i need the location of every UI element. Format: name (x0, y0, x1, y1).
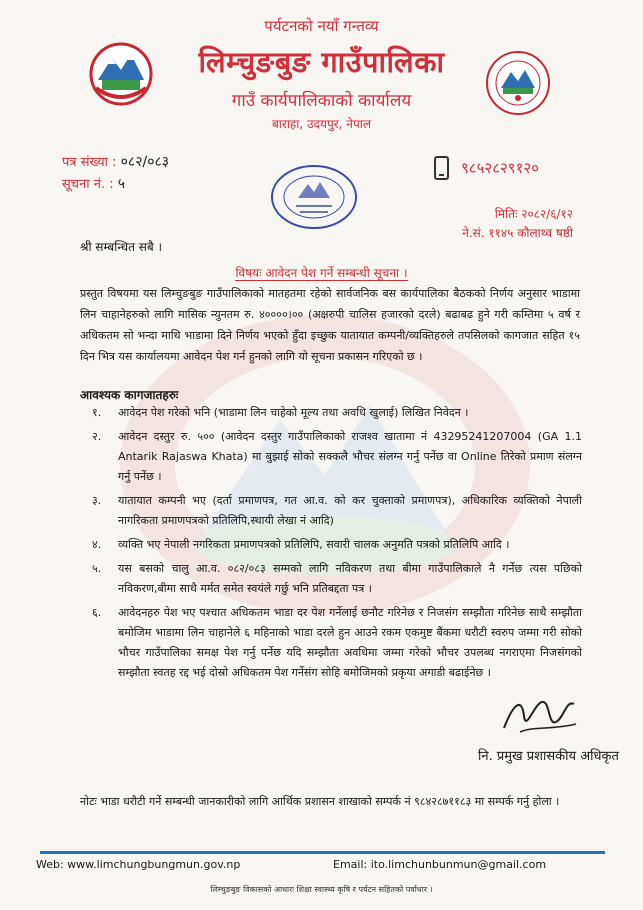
mobile-phone-icon (434, 156, 449, 180)
notice-number-value: ५ (117, 176, 126, 192)
office-address: बाराहा, उदयपुर, नेपाल (271, 117, 372, 131)
list-item-text: व्यक्ति भए नेपाली नगरिकता प्रमाणपत्रको प्रतिलिपि, सवारी चालक अनुमति पत्रको प्रतिलिपि आदि । (118, 538, 510, 551)
salutation: श्री सम्बन्धित सबै । (80, 240, 163, 254)
phone-number: ९८५२८२९१२० (461, 159, 540, 177)
list-item (92, 491, 582, 531)
list-item-number: ३. (92, 494, 102, 507)
letter-number-label: पत्र संख्या : (62, 155, 117, 170)
list-item (92, 427, 582, 487)
tagline: पर्यटनको नयाँ गन्तव्य (264, 17, 379, 35)
note-text: नोटः भाडा धरौटी गर्ने सम्बन्धी जानकारीको लागि आर्थिक प्रशासन शाखाको सम्पर्क नं ९८४२८७११८३ मा सम्पर्क गर्नु होला । (80, 795, 560, 808)
letter-number-value: ०८२/०८३ (120, 154, 170, 170)
footer-divider (40, 851, 605, 854)
subject-line (0, 264, 643, 281)
list-item-text: आवेदन दस्तुर रु. ५०० (आवेदन दस्तुर गाउँपालिकाको राजश्व खातामा नं 43295241207004 (GA 1.1 Antarik Rajaswa Khata) मा बुझाई सोको सक्कलै भौचर संलग्न गर्नु पर्नेछ वा Online तिरेको प्रमाण संलग्न गर्नु पर्नेछ । (118, 430, 582, 483)
list-item-text: यातायात कम्पनी भए (दर्ता प्रमाणपत्र, गत आ.व. को कर चुक्ताको प्रमाणपत्र), अधिकारिक व्यक्तिको नेपाली नागरिकता प्रमाणपत्रको प्रतिलिपि,स्थायी लेखा नं आदि) (118, 494, 582, 527)
list-item-text: यस बसको चालु आ.व. ०८२/०८३ सम्मको लागि नविकरण तथा बीमा गाउँपालिकाले नै गर्नेछ त्यस पछिको नविकरण,बीमा साथै मर्मत समेत स्वयंले गर्छु भनि प्रतिबद्दता पत्र । (118, 562, 582, 595)
list-item-number: २. (92, 430, 102, 443)
list-item-text: आवेदनहरु पेश भए पश्चात अधिकतम भाडा दर पेश गर्नेलाई छनौट गरिनेछ र निजसंग सम्झौता गरिनेछ साथै सम्झौता बमोजिम भाडामा लिन चाहानेले ६ महिनाको भाडा दरले हुन आउने रकम एकमुष्ट बैंकमा धरौटी स्वरुप जम्मा गरी सोको भौचर गाउँपालिका समक्ष पेश गर्नु पर्नेछ यदि सम्झौता अवधिमा जम्मा गरेको भौचर उपलब्ध नगराएमा निजसंगको सम्झौता स्वतह रद्द भई दोस्रो अधिकतम पेश गर्नेसंग सोहि बमोजिमको प्रकृया अगाडी बढाईनेछ । (118, 606, 582, 679)
notice-body: प्रस्तुत विषयमा यस लिम्चुङबुङ गाउँपालिकाको मातहतमा रहेको सार्वजनिक बस कार्यपालिका बैठकको निर्णय अनुसार भाडामा लिन चाहानेहरुको लागि मासिक न्युनतम रु. ४००००।०० (अक्षरुपी चालिस हजारको दरले) बढाबढ हुने गरी कम्तिमा ५ वर्ष र अधिकतम सो भन्दा माथि भाडामा दिने निर्णय भएको हुँदा इच्छुक यातायात कम्पनी/व्यक्तिहरुले तपसिलको कागजात सहित १५ दिन भित्र यस कार्यालयमा आवेदन पेश गर्न हुनको लागि यो सूचना प्रकासन गरिएको छ । (80, 287, 580, 363)
email-link[interactable]: Email: ito.limchunbunmun@gmail.com (333, 858, 547, 871)
list-item (92, 559, 582, 599)
requirements-list (92, 403, 582, 687)
notice-number (62, 174, 125, 193)
list-item (92, 535, 582, 555)
letter-number (62, 152, 169, 171)
issue-date: मितिः २०८२/६/१२ (494, 207, 573, 221)
office-stamp (268, 162, 360, 232)
website-link[interactable]: Web: www.limchungbungmun.gov.np (36, 858, 241, 871)
organization-name: लिम्चुङबुङ गाउँपालिका (198, 45, 445, 79)
list-item (92, 403, 582, 423)
notice-number-label: सूचना नं. : (62, 177, 114, 192)
subject-text: विषयः आवेदन पेश गर्ने सम्बन्धी सूचना । (235, 266, 408, 280)
list-item-number: ५. (92, 562, 102, 575)
list-item-number: ६. (92, 606, 102, 619)
signatory-title: नि. प्रमुख प्रशासकीय अधिकृत (478, 749, 619, 764)
requirements-heading: आवश्यक कागजातहरुः (80, 388, 179, 402)
list-item-number: ४. (92, 538, 102, 551)
list-item (92, 603, 582, 683)
phone-contact (434, 156, 539, 180)
list-item-number: १. (92, 406, 102, 419)
handwritten-signature (500, 692, 580, 740)
office-name: गाउँ कार्यपालिकाको कार्यालय (231, 91, 412, 111)
nepal-samvat-date: ने.सं. ११४५ कौलाथ्व षष्ठी (462, 226, 573, 240)
list-item-text: आवेदन पेश गरेको भनि (भाडामा लिन चाहेको मूल्य तथा अवधि खुलाई) लिखित निवेदन । (118, 406, 469, 419)
footer-slogan: लिम्चुङबुङ विकासको आधारः शिक्षा स्वास्थ्य कृषि र पर्यटन सहितको पर्वाधार । (210, 885, 433, 894)
